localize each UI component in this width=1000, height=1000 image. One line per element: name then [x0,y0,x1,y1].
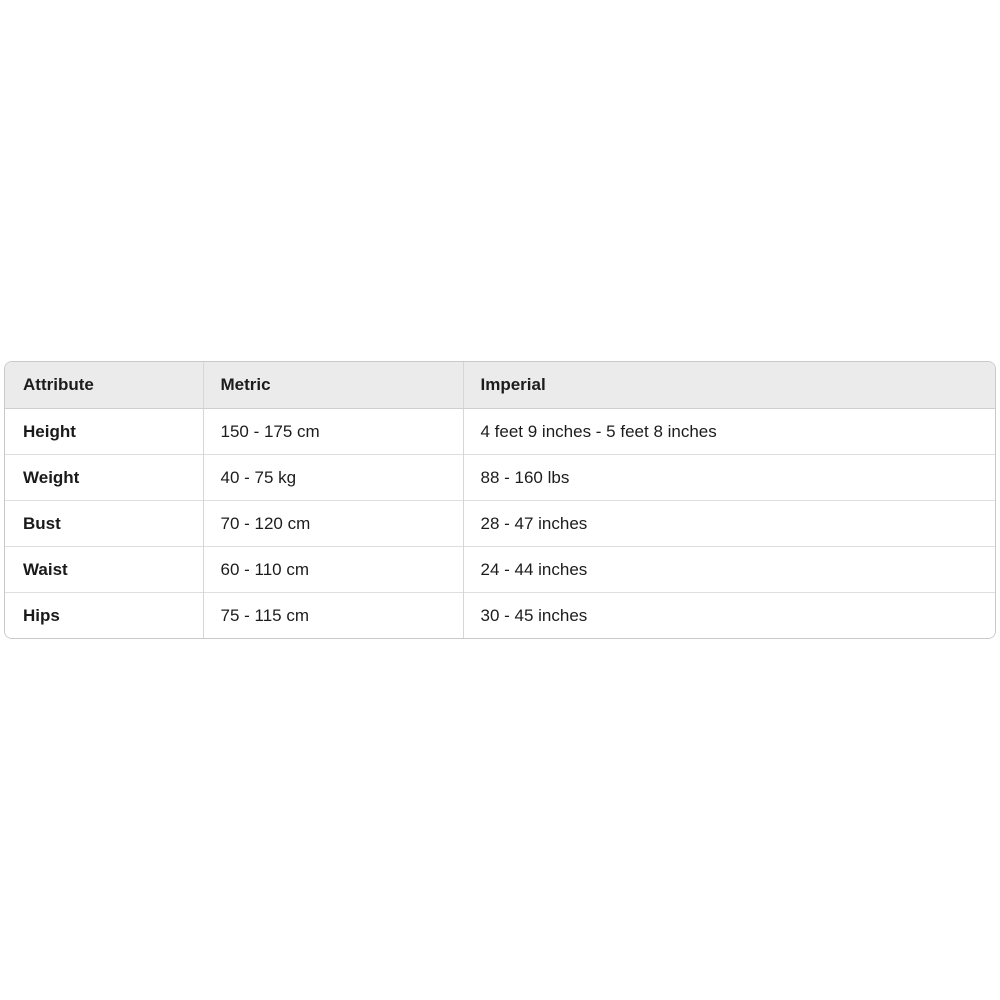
metric-cell: 40 - 75 kg [203,455,463,501]
header-attribute: Attribute [5,362,203,409]
attribute-cell: Bust [5,501,203,547]
imperial-cell: 30 - 45 inches [463,593,995,639]
measurement-table-container [4,361,996,639]
table-row-bust [5,501,995,547]
header-metric: Metric [203,362,463,409]
attribute-cell: Hips [5,593,203,639]
table-row-height [5,409,995,455]
imperial-cell: 4 feet 9 inches - 5 feet 8 inches [463,409,995,455]
table-row-hips [5,593,995,639]
metric-cell: 60 - 110 cm [203,547,463,593]
header-imperial: Imperial [463,362,995,409]
metric-cell: 70 - 120 cm [203,501,463,547]
attribute-cell: Height [5,409,203,455]
table-body [5,409,995,639]
attribute-cell: Waist [5,547,203,593]
metric-cell: 75 - 115 cm [203,593,463,639]
table-header [5,362,995,409]
table-row-waist [5,547,995,593]
header-row [5,362,995,409]
imperial-cell: 24 - 44 inches [463,547,995,593]
imperial-cell: 88 - 160 lbs [463,455,995,501]
measurement-table [5,362,995,638]
attribute-cell: Weight [5,455,203,501]
imperial-cell: 28 - 47 inches [463,501,995,547]
metric-cell: 150 - 175 cm [203,409,463,455]
table-row-weight [5,455,995,501]
